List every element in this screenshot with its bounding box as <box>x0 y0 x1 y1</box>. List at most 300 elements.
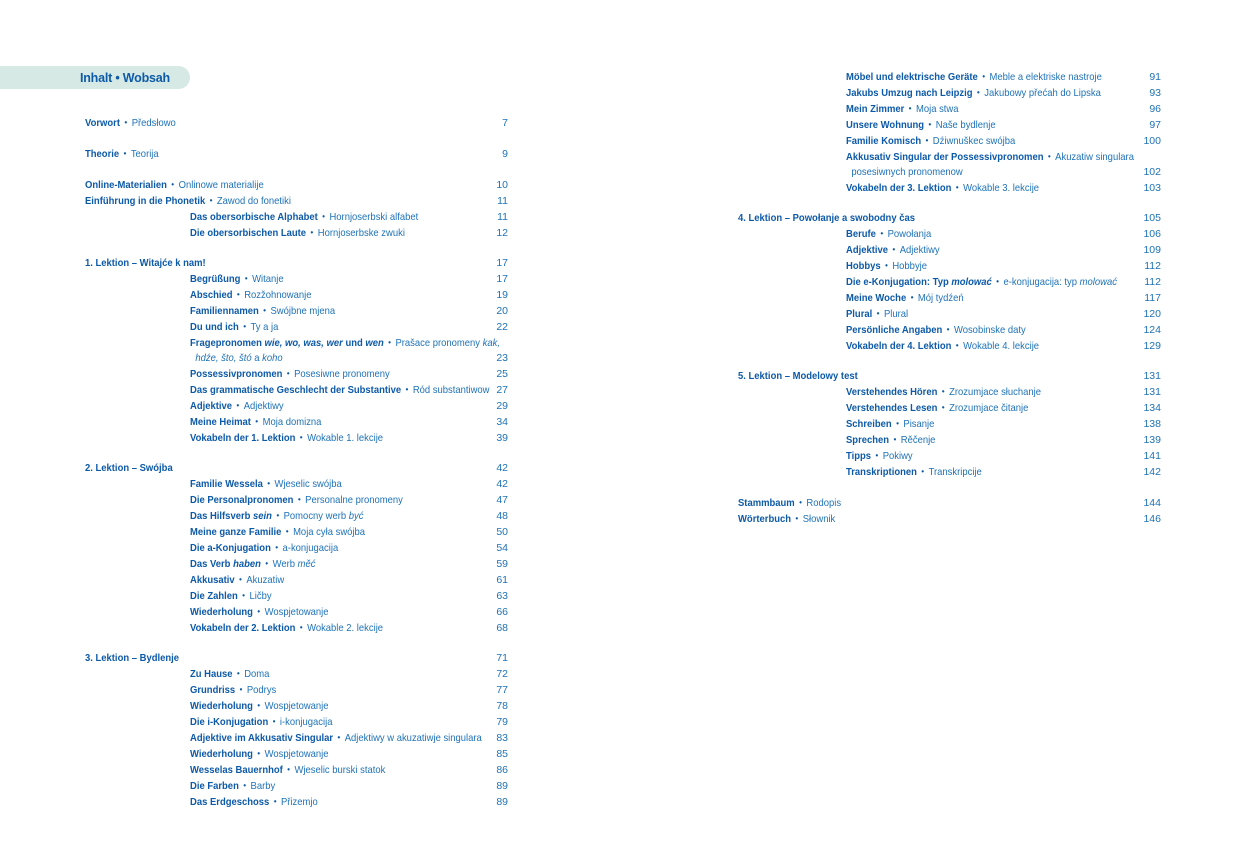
entry-separator-dot: • <box>885 260 888 270</box>
entry-page-number: 68 <box>496 622 508 634</box>
toc-entry <box>85 604 508 620</box>
entry-title-sorbian: Teorija <box>130 148 159 160</box>
entry-title-german: Das Erdgeschoss <box>190 796 270 808</box>
entry-separator-dot: • <box>267 478 271 488</box>
entry-separator-dot: • <box>880 228 884 238</box>
entry-page-number: 25 <box>496 368 508 380</box>
entry-text <box>846 290 1130 306</box>
toc-entry <box>85 225 508 241</box>
toc-section <box>85 146 508 162</box>
entry-title-german: Vokabeln der 2. Lektion <box>190 622 296 634</box>
toc-entry <box>738 149 1161 180</box>
entry-separator-dot: • <box>257 748 261 758</box>
entry-title-german: Wörterbuch <box>738 513 792 525</box>
entry-title-sorbian: Prašace pronomeny kak, <box>395 337 500 349</box>
entry-title-german: Abschied <box>190 289 233 301</box>
entry-text <box>85 651 466 666</box>
entry-text <box>846 149 1134 180</box>
entry-title-german: Du und ich <box>190 321 239 333</box>
entry-title-sorbian: Mój tydźeń <box>917 292 964 304</box>
toc-entry <box>738 226 1161 242</box>
entry-separator-dot: • <box>921 466 925 476</box>
toc-entry <box>85 146 508 162</box>
entry-title-german: Stammbaum <box>738 497 795 509</box>
entry-text <box>846 448 1130 464</box>
entry-continuation-line: posesiwnych pronomenow <box>851 166 963 178</box>
entry-text <box>190 398 476 414</box>
toc-entry <box>85 666 508 682</box>
entry-title-sorbian: Personalne pronomeny <box>305 494 403 506</box>
entry-page-number: 89 <box>496 796 508 808</box>
entry-title-german: Die i-Konjugation <box>190 716 269 728</box>
entry-page-number: 29 <box>496 400 508 412</box>
entry-page-number: 144 <box>1143 497 1161 509</box>
toc-entry <box>85 319 508 335</box>
entry-title-german: Meine ganze Familie <box>190 526 282 538</box>
entry-text <box>190 209 476 225</box>
entry-text <box>846 338 1130 354</box>
entry-text <box>190 778 476 794</box>
entry-title-german: Familiennamen <box>190 305 259 317</box>
toc-entry <box>738 495 1161 511</box>
entry-title-sorbian: Rodopis <box>806 497 842 509</box>
entry-separator-dot: • <box>242 590 245 600</box>
entry-text <box>190 730 482 746</box>
toc-section <box>738 69 1161 196</box>
entry-text <box>190 524 476 540</box>
entry-title-german: Familie Wessela <box>190 478 263 490</box>
entry-title-german: Transkriptionen <box>846 466 917 478</box>
entry-text <box>85 146 466 162</box>
entry-page-number: 48 <box>496 510 508 522</box>
entry-title-sorbian: Wokable 2. lekcije <box>307 622 384 634</box>
entry-page-number: 61 <box>496 574 508 586</box>
toc-entry <box>85 682 508 698</box>
entry-text <box>190 225 476 241</box>
entry-title-german: Zu Hause <box>190 668 233 680</box>
entry-title-sorbian: Swójbne mjena <box>270 305 336 317</box>
entry-title-sorbian: Zrozumjace čitanje <box>949 402 1029 414</box>
toc-entry <box>85 794 508 810</box>
entry-text <box>85 193 466 209</box>
entry-title-sorbian: a-konjugacija <box>282 542 339 554</box>
entry-page-number: 102 <box>1143 166 1161 178</box>
entry-separator-dot: • <box>795 513 799 523</box>
entry-page-number: 9 <box>502 148 508 160</box>
entry-text <box>190 714 476 730</box>
toc-entry <box>85 492 508 508</box>
entry-separator-dot: • <box>239 574 242 584</box>
entry-page-number: 131 <box>1143 370 1161 382</box>
entry-title-sorbian: Powołanja <box>887 228 932 240</box>
entry-separator-dot: • <box>1047 151 1051 161</box>
entry-separator-dot: • <box>237 668 240 678</box>
toc-entry <box>738 211 1161 226</box>
entry-text <box>85 115 466 131</box>
toc-entry <box>85 778 508 794</box>
entry-title-german: Online-Materialien <box>85 179 167 191</box>
entry-page-number: 20 <box>496 305 508 317</box>
entry-title-sorbian: Transkripcije <box>928 466 982 478</box>
entry-page-number: 27 <box>496 384 508 396</box>
entry-separator-dot: • <box>982 71 986 81</box>
entry-page-number: 103 <box>1143 182 1161 194</box>
entry-page-number: 131 <box>1143 386 1161 398</box>
toc-entry <box>85 461 508 476</box>
entry-separator-dot: • <box>243 780 247 790</box>
entry-text <box>846 226 1130 242</box>
toc-entry <box>85 193 508 209</box>
toc-section <box>85 651 508 810</box>
entry-separator-dot: • <box>272 716 276 726</box>
toc-entry <box>85 303 508 319</box>
entry-separator-dot: • <box>337 732 341 742</box>
entry-text <box>190 271 476 287</box>
entry-page-number: 12 <box>496 227 508 239</box>
entry-text <box>846 400 1130 416</box>
entry-title-sorbian: Jakubowy přećah do Lipska <box>984 87 1101 99</box>
entry-separator-dot: • <box>171 179 175 189</box>
entry-page-number: 85 <box>496 748 508 760</box>
entry-title-sorbian: Werb měć <box>272 558 316 570</box>
entry-title-german: Einführung in die Phonetik <box>85 195 206 207</box>
toc-entry <box>85 651 508 666</box>
entry-separator-dot: • <box>123 148 127 158</box>
toc-entry <box>85 620 508 636</box>
entry-text <box>190 366 476 382</box>
toc-entry <box>85 382 508 398</box>
toc-entry <box>738 416 1161 432</box>
toc-entry <box>85 209 508 225</box>
entry-title-sorbian: Wospjetowanje <box>264 606 329 618</box>
entry-separator-dot: • <box>941 386 945 396</box>
entry-page-number: 129 <box>1143 340 1161 352</box>
entry-title-sorbian: Meble a elektriske nastroje <box>989 71 1102 83</box>
entry-separator-dot: • <box>276 510 280 520</box>
entry-text <box>190 319 476 335</box>
entry-page-number: 112 <box>1144 276 1161 288</box>
toc-entry <box>85 762 508 778</box>
toc-entry <box>738 338 1161 354</box>
entry-title-sorbian: Zrozumjace słuchanje <box>949 386 1042 398</box>
entry-separator-dot: • <box>286 368 290 378</box>
entry-page-number: 109 <box>1143 244 1161 256</box>
entry-text <box>190 335 500 366</box>
entry-page-number: 93 <box>1149 87 1161 99</box>
entry-title-german: Jakubs Umzug nach Leipzig <box>846 87 973 99</box>
entry-title-german: Possessivpronomen <box>190 368 283 380</box>
entry-title-german: Vokabeln der 4. Lektion <box>846 340 952 352</box>
toc-section <box>85 461 508 636</box>
entry-separator-dot: • <box>893 434 897 444</box>
entry-page-number: 86 <box>496 764 508 776</box>
toc-entry <box>85 556 508 572</box>
entry-page-number: 83 <box>496 732 508 744</box>
entry-separator-dot: • <box>928 119 932 129</box>
entry-title-german: Adjektive <box>190 400 233 412</box>
toc-entry <box>85 476 508 492</box>
entry-page-number: 11 <box>497 195 508 207</box>
entry-page-number: 42 <box>496 462 508 474</box>
entry-title-sorbian: Wjeselic swójba <box>274 478 342 490</box>
entry-title-german: Das Hilfsverb sein <box>190 510 272 522</box>
entry-page-number: 89 <box>496 780 508 792</box>
toc-entry <box>85 714 508 730</box>
entry-text <box>738 211 1119 226</box>
entry-page-number: 23 <box>496 352 508 364</box>
entry-page-number: 112 <box>1144 260 1161 272</box>
entry-separator-dot: • <box>265 558 269 568</box>
entry-title-sorbian: Moja cyła swójba <box>293 526 366 538</box>
entry-title-sorbian: e-konjugacija: typ molować <box>1003 276 1117 288</box>
entry-text <box>190 303 476 319</box>
entry-page-number: 97 <box>1149 119 1161 131</box>
entry-separator-dot: • <box>243 321 247 331</box>
entry-title-german: Fragepronomen wie, wo, was, wer und wen <box>190 337 384 349</box>
entry-text <box>846 69 1130 85</box>
entry-text <box>190 414 476 430</box>
entry-title-sorbian: Wospjetowanje <box>264 748 329 760</box>
entry-title-german: Grundriss <box>190 684 236 696</box>
entry-title-sorbian: Ličby <box>249 590 272 602</box>
entry-title-german: Adjektive <box>846 244 889 256</box>
entry-title-sorbian: Pokiwy <box>882 450 913 462</box>
entry-text <box>85 256 466 271</box>
entry-title-german: Wiederholung <box>190 748 253 760</box>
entry-title-sorbian: Onlinowe materialije <box>178 179 264 191</box>
entry-text <box>846 384 1130 400</box>
toc-entry <box>738 464 1161 480</box>
toc-entry <box>85 256 508 271</box>
entry-text <box>190 287 476 303</box>
toc-entry <box>738 117 1161 133</box>
entry-text <box>190 540 476 556</box>
toc-entry <box>85 730 508 746</box>
entry-separator-dot: • <box>875 450 879 460</box>
entry-text <box>846 464 1130 480</box>
toc-entry <box>738 400 1161 416</box>
entry-title-german: Das Verb haben <box>190 558 261 570</box>
entry-title-sorbian: Wosobinske daty <box>953 324 1026 336</box>
entry-text <box>738 369 1119 384</box>
entry-page-number: 124 <box>1143 324 1161 336</box>
toc-entry <box>85 508 508 524</box>
entry-text <box>190 666 476 682</box>
entry-text <box>190 762 476 778</box>
entry-page-number: 19 <box>496 289 508 301</box>
toc-entry <box>738 511 1161 527</box>
entry-title-sorbian: Słownik <box>802 513 836 525</box>
entry-page-number: 117 <box>1144 292 1161 304</box>
entry-title-german: 3. Lektion – Bydlenje <box>85 652 180 664</box>
entry-text <box>190 382 490 398</box>
entry-title-german: Begrüßung <box>190 273 241 285</box>
entry-text <box>846 133 1130 149</box>
toc-entry <box>738 432 1161 448</box>
entry-title-sorbian: Wokable 4. lekcije <box>963 340 1040 352</box>
entry-text <box>846 274 1130 290</box>
entry-page-number: 47 <box>496 494 508 506</box>
entry-text <box>190 604 476 620</box>
entry-title-sorbian: Hobbyje <box>892 260 928 272</box>
entry-title-sorbian: i-konjugacija <box>279 716 333 728</box>
entry-page-number: 54 <box>496 542 508 554</box>
entry-title-german: Meine Woche <box>846 292 907 304</box>
entry-page-number: 142 <box>1143 466 1161 478</box>
entry-separator-dot: • <box>799 497 802 507</box>
entry-separator-dot: • <box>244 273 248 283</box>
toc-entry <box>738 369 1161 384</box>
page-header-pill <box>0 66 190 89</box>
entry-title-german: Hobbys <box>846 260 881 272</box>
entry-text <box>190 682 476 698</box>
entry-title-german: Tipps <box>846 450 872 462</box>
toc-entry <box>85 177 508 193</box>
entry-separator-dot: • <box>946 324 950 334</box>
entry-title-sorbian: Akuzatiw <box>246 574 285 586</box>
toc-entry <box>85 746 508 762</box>
entry-text <box>85 461 466 476</box>
toc-entry <box>85 271 508 287</box>
entry-text <box>846 258 1130 274</box>
entry-text <box>190 572 476 588</box>
entry-separator-dot: • <box>257 700 261 710</box>
entry-text <box>190 430 476 446</box>
entry-page-number: 10 <box>496 179 508 191</box>
entry-title-german: Das obersorbische Alphabet <box>190 211 318 223</box>
toc-entry <box>85 414 508 430</box>
entry-page-number: 42 <box>496 478 508 490</box>
entry-separator-dot: • <box>285 526 289 536</box>
entry-text <box>846 306 1130 322</box>
entry-title-german: Vorwort <box>85 117 121 129</box>
entry-title-sorbian: Moja stwa <box>915 103 959 115</box>
entry-text <box>190 492 476 508</box>
entry-text <box>190 620 476 636</box>
entry-page-number: 17 <box>496 257 508 269</box>
entry-separator-dot: • <box>124 117 128 127</box>
entry-title-sorbian: Hornjoserbske zwuki <box>317 227 405 239</box>
entry-title-german: Die obersorbischen Laute <box>190 227 307 239</box>
entry-separator-dot: • <box>299 622 303 632</box>
entry-title-german: Mein Zimmer <box>846 103 905 115</box>
entry-title-german: Vokabeln der 3. Lektion <box>846 182 952 194</box>
entry-page-number: 11 <box>497 211 508 223</box>
toc-entry <box>738 69 1161 85</box>
entry-title-german: Die Zahlen <box>190 590 238 602</box>
entry-title-sorbian: Barby <box>250 780 276 792</box>
entry-text <box>846 117 1130 133</box>
entry-title-german: Die Farben <box>190 780 239 792</box>
toc-entry <box>85 115 508 131</box>
entry-title-sorbian: Ród substantiwow <box>412 384 490 396</box>
entry-title-german: Möbel und elektrische Geräte <box>846 71 978 83</box>
entry-separator-dot: • <box>925 135 929 145</box>
entry-separator-dot: • <box>996 276 999 286</box>
entry-text <box>846 85 1130 101</box>
entry-page-number: 91 <box>1149 71 1161 83</box>
entry-text <box>846 322 1130 338</box>
entry-separator-dot: • <box>257 606 261 616</box>
entry-title-sorbian: Moja domizna <box>262 416 322 428</box>
entry-title-german: Verstehendes Lesen <box>846 402 938 414</box>
page-title: Inhalt • Wobsah <box>79 70 170 85</box>
entry-text <box>846 416 1130 432</box>
entry-title-sorbian: Wokable 1. lekcije <box>307 432 384 444</box>
entry-page-number: 59 <box>496 558 508 570</box>
toc-entry <box>85 366 508 382</box>
entry-title-sorbian: Pomocny werb być <box>283 510 364 522</box>
toc-entry <box>738 180 1161 196</box>
entry-title-german: Akkusativ <box>190 574 235 586</box>
entry-title-sorbian: Wokable 3. lekcije <box>963 182 1040 194</box>
entry-title-german: Berufe <box>846 228 876 240</box>
entry-title-german: Schreiben <box>846 418 892 430</box>
entry-title-sorbian: Posesiwne pronomeny <box>294 368 390 380</box>
entry-title-sorbian: Podrys <box>246 684 277 696</box>
entry-title-german: Theorie <box>85 148 120 160</box>
entry-separator-dot: • <box>287 764 290 774</box>
entry-separator-dot: • <box>910 292 914 302</box>
entry-title-sorbian: Pisanje <box>903 418 935 430</box>
entry-separator-dot: • <box>310 227 314 237</box>
toc-column-left <box>85 115 508 810</box>
entry-text <box>190 476 476 492</box>
entry-page-number: 72 <box>496 668 508 680</box>
entry-title-german: Die a-Konjugation <box>190 542 271 554</box>
entry-title-german: 1. Lektion – Witajće k nam! <box>85 257 206 269</box>
toc-entry <box>738 322 1161 338</box>
entry-separator-dot: • <box>876 308 880 318</box>
entry-title-sorbian: Doma <box>244 668 270 680</box>
entry-title-german: 2. Lektion – Swójba <box>85 462 173 474</box>
entry-page-number: 22 <box>496 321 508 333</box>
entry-page-number: 17 <box>496 273 508 285</box>
entry-text <box>846 242 1130 258</box>
entry-page-number: 106 <box>1143 228 1161 240</box>
entry-page-number: 71 <box>496 652 508 664</box>
entry-page-number: 100 <box>1143 135 1161 147</box>
entry-page-number: 79 <box>496 716 508 728</box>
toc-section <box>85 177 508 241</box>
entry-text <box>846 101 1130 117</box>
entry-title-german: Plural <box>846 308 873 320</box>
entry-title-german: Wiederholung <box>190 606 253 618</box>
entry-title-sorbian: Adjektiwy w akuzatiwje singulara <box>344 732 482 744</box>
toc-section <box>738 369 1161 480</box>
entry-title-sorbian: Hornjoserbski alfabet <box>329 211 419 223</box>
entry-separator-dot: • <box>977 87 980 97</box>
entry-separator-dot: • <box>955 182 959 192</box>
toc-entry <box>738 133 1161 149</box>
entry-title-sorbian: Adjektiwy <box>899 244 940 256</box>
toc-entry <box>738 242 1161 258</box>
entry-title-german: Meine Heimat <box>190 416 251 428</box>
entry-title-german: Wiederholung <box>190 700 253 712</box>
toc-entry <box>738 274 1161 290</box>
entry-text <box>190 698 476 714</box>
entry-separator-dot: • <box>299 432 303 442</box>
toc-entry <box>85 287 508 303</box>
entry-separator-dot: • <box>239 684 243 694</box>
entry-separator-dot: • <box>955 340 959 350</box>
entry-title-german: Unsere Wohnung <box>846 119 925 131</box>
entry-separator-dot: • <box>236 400 240 410</box>
toc-entry <box>738 384 1161 400</box>
toc-entry <box>85 540 508 556</box>
entry-text <box>846 180 1130 196</box>
entry-page-number: 134 <box>1143 402 1161 414</box>
